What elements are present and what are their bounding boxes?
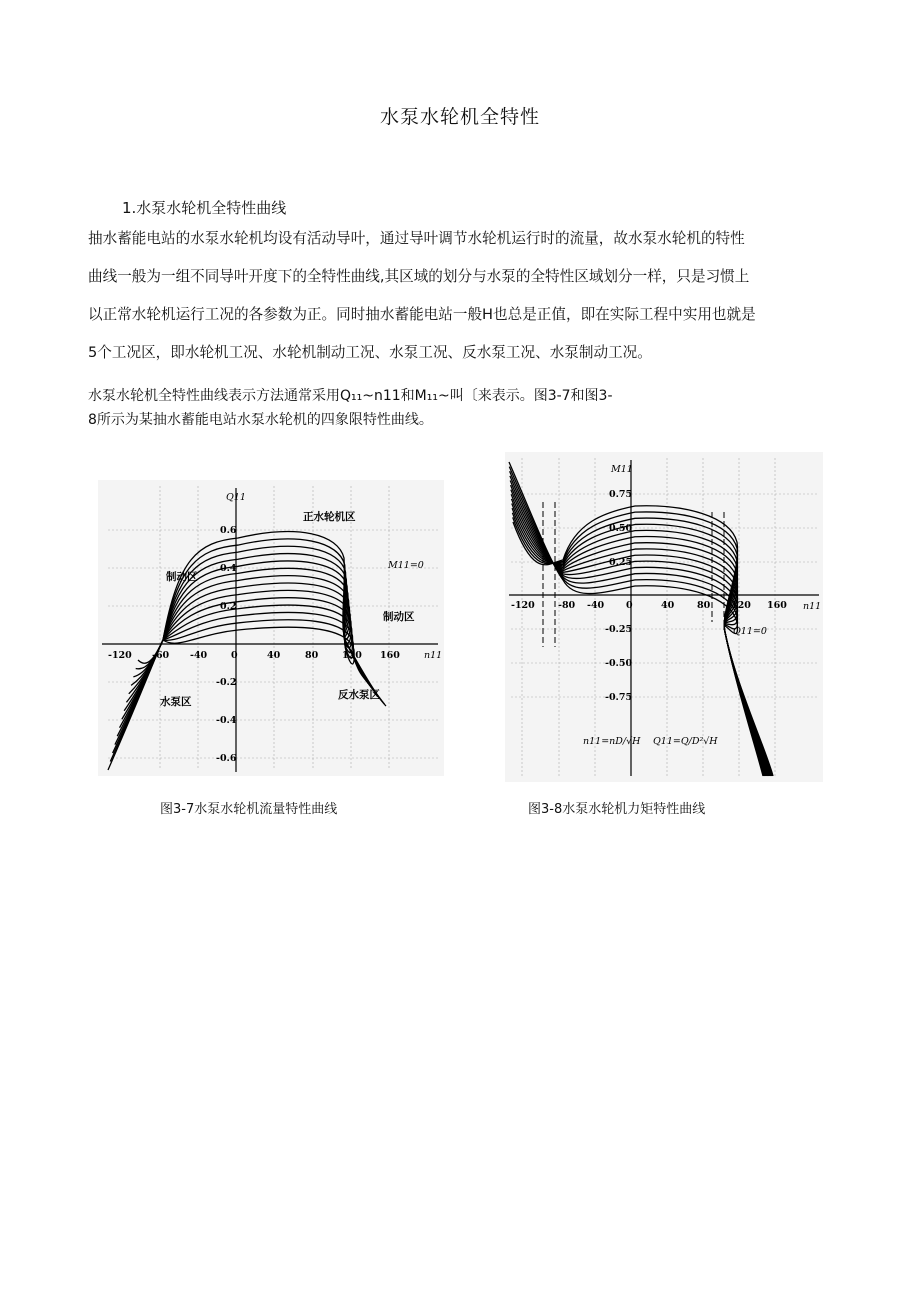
paragraph-line: 8所示为某抽水蓄能电站水泵水轮机的四象限特性曲线。 bbox=[88, 412, 433, 428]
y-tick: 0.2 bbox=[220, 601, 237, 612]
page-title: 水泵水轮机全特性 bbox=[379, 106, 540, 128]
paragraph-line: 抽水蓄能电站的水泵水轮机均设有活动导叶，通过导叶调节水轮机运行时的流量，故水泵水轮机的特性 bbox=[88, 230, 745, 247]
x-tick: 120 bbox=[342, 650, 362, 661]
y-tick: -0.6 bbox=[216, 753, 237, 764]
figure-1-caption: 图3-7水泵水轮机流量特性曲线 bbox=[160, 802, 338, 817]
figure-torque-characteristic bbox=[505, 452, 823, 782]
y-axis-label: M11 bbox=[611, 464, 633, 475]
x-tick: -80 bbox=[558, 600, 576, 611]
x-axis-label: n11 bbox=[424, 650, 443, 661]
x-tick: 40 bbox=[661, 600, 675, 611]
y-tick: -0.2 bbox=[216, 677, 237, 688]
y-tick: 0.25 bbox=[609, 557, 633, 568]
region-label-brake-left: 制动区 bbox=[166, 571, 198, 583]
section-heading: 1.水泵水轮机全特性曲线 bbox=[122, 199, 287, 217]
paragraph-line: 以正常水轮机运行工况的各参数为正。同时抽水蓄能电站一般H也总是正值，即在实际工程中实用也就是 bbox=[88, 306, 756, 323]
y-tick: -0.50 bbox=[605, 658, 633, 669]
formula-n11: n11=nD/√H bbox=[583, 736, 641, 747]
x-tick: -60 bbox=[152, 650, 170, 661]
paragraph-line: 水泵水轮机全特性曲线表示方法通常采用Q₁₁~n11和M₁₁~叫〔来表示。图3-7和图3- bbox=[88, 388, 613, 404]
x-axis-label: n11 bbox=[803, 601, 822, 612]
x-tick: 40 bbox=[267, 650, 281, 661]
paragraph-line: 曲线一般为一组不同导叶开度下的全特性曲线,其区域的划分与水泵的全特性区域划分一样，只是习惯上 bbox=[88, 268, 750, 285]
x-tick: -120 bbox=[511, 600, 535, 611]
x-tick: 120 bbox=[731, 600, 751, 611]
paragraph-line: 5个工况区，即水轮机工况、水轮机制动工况、水泵工况、反水泵工况、水泵制动工况。 bbox=[88, 344, 652, 361]
x-tick: -120 bbox=[108, 650, 132, 661]
q11-zero-label: Q11=0 bbox=[733, 626, 767, 637]
formula-q11: Q11=Q/D²√H bbox=[653, 736, 718, 747]
y-tick: -0.4 bbox=[216, 715, 237, 726]
y-tick: 0.4 bbox=[220, 563, 237, 574]
m11-zero-label: M11=0 bbox=[388, 560, 424, 571]
region-label-reverse-pump: 反水泵区 bbox=[338, 689, 380, 701]
y-tick: 0.75 bbox=[609, 489, 633, 500]
region-label-turbine: 正水轮机区 bbox=[303, 511, 356, 523]
y-tick: 0.6 bbox=[220, 525, 237, 536]
x-tick: 80 bbox=[697, 600, 711, 611]
y-tick: 0.50 bbox=[609, 523, 633, 534]
region-label-pump: 水泵区 bbox=[160, 696, 192, 708]
x-tick: 160 bbox=[380, 650, 400, 661]
figure-flow-characteristic bbox=[98, 480, 444, 776]
y-tick: -0.75 bbox=[605, 692, 633, 703]
x-tick: 0 bbox=[626, 600, 633, 611]
x-tick: -40 bbox=[587, 600, 605, 611]
y-axis-label: Q11 bbox=[226, 492, 246, 503]
region-label-brake-right: 制动区 bbox=[383, 611, 415, 623]
x-tick: 160 bbox=[767, 600, 787, 611]
y-tick: -0.25 bbox=[605, 624, 633, 635]
x-tick: -40 bbox=[190, 650, 208, 661]
figure-2-caption: 图3-8水泵水轮机力矩特性曲线 bbox=[528, 802, 706, 817]
x-tick: 0 bbox=[231, 650, 238, 661]
x-tick: 80 bbox=[305, 650, 319, 661]
